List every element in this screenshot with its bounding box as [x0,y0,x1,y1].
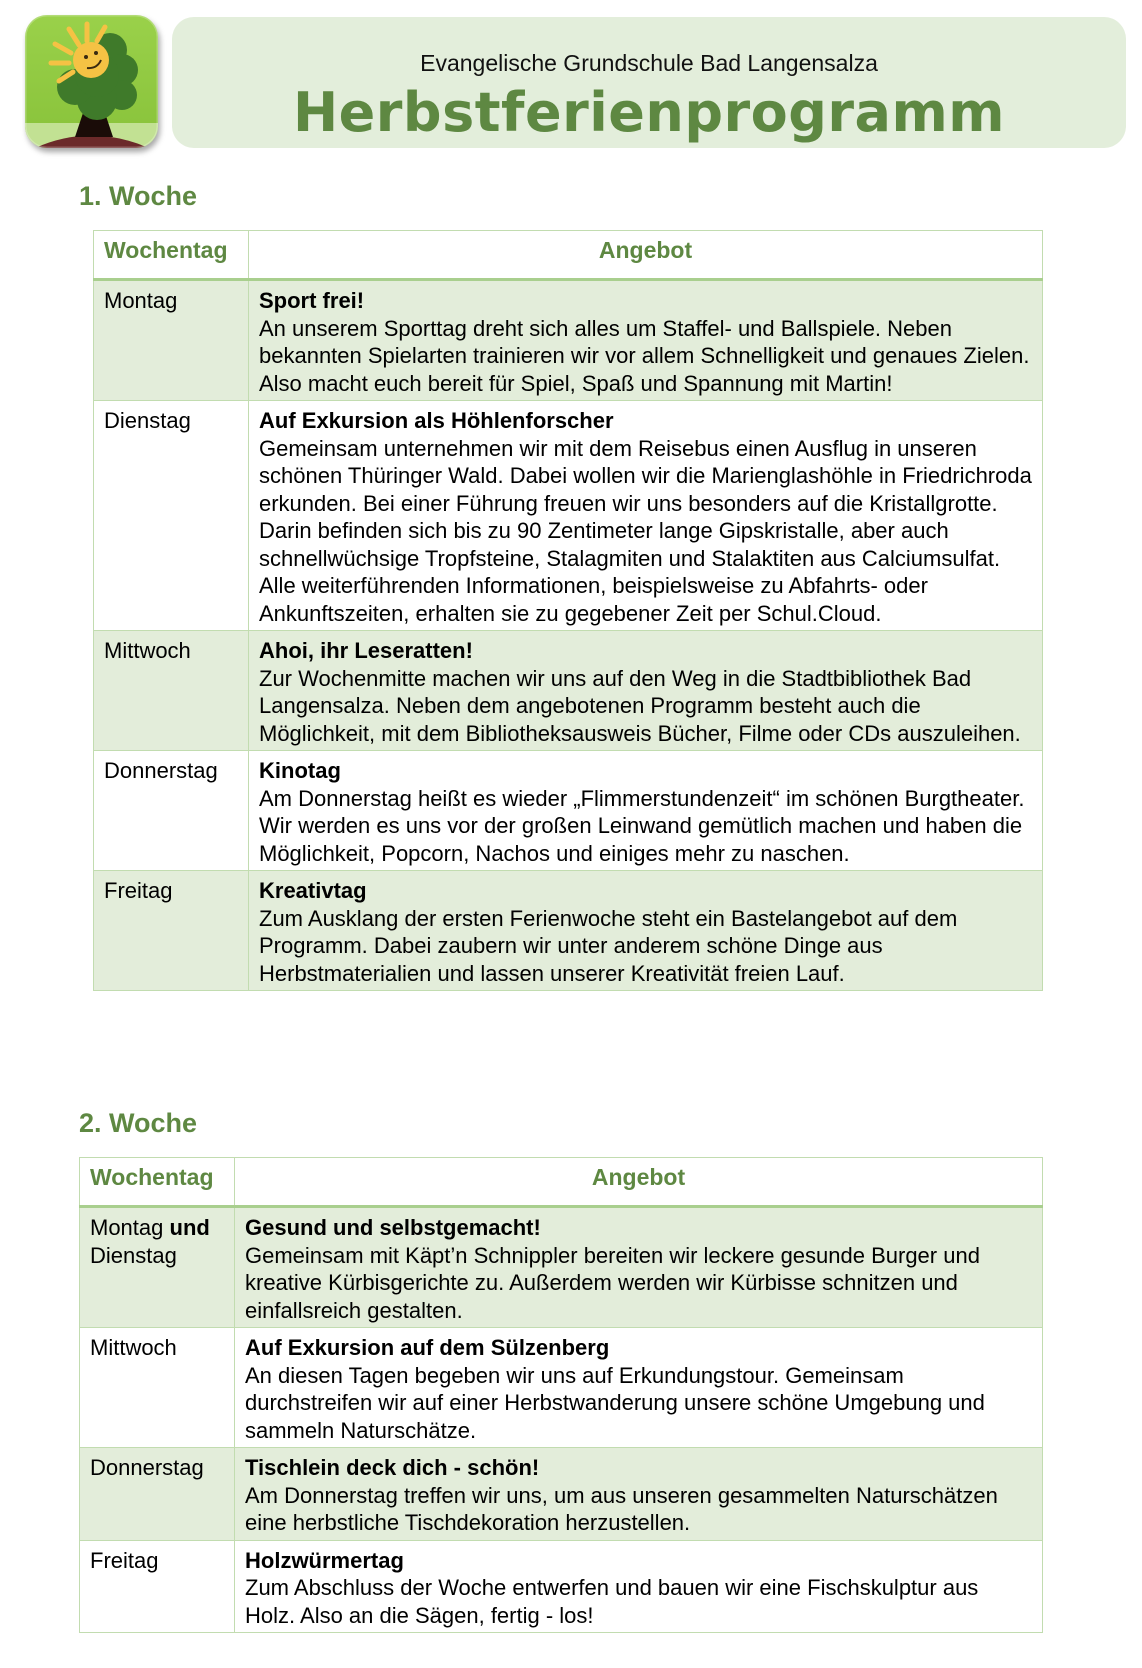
offer-description: Am Donnerstag treffen wir uns, um aus unseren gesammelten Naturschätzen eine herbstliche Tischdekoration herzustellen. [245,1482,998,1535]
week-2-table [79,1157,1043,1633]
table-row [80,1448,1043,1541]
offer-title: Auf Exkursion als Höhlenforscher [259,408,614,433]
table-header-row [94,231,1043,280]
weekday-cell [94,871,249,991]
table-row [94,631,1043,751]
weekday-label: Freitag [104,878,173,903]
offer-title: Kinotag [259,758,341,783]
week-1-table [93,230,1043,991]
table-row [94,871,1043,991]
table-row [94,280,1043,401]
weekday-label: Freitag [90,1547,159,1573]
offer-title: Auf Exkursion auf dem Sülzenberg [245,1335,610,1360]
offer-cell [235,1448,1043,1541]
offer-cell [235,1207,1043,1328]
offer-description: An unserem Sporttag dreht sich alles um Staffel- und Ballspiele. Neben bekannten Spielarten trainieren wir vor allem Schnelligkeit und genaues Zielen. Also macht euch bereit für Spiel, Spaß und Spannung mit Martin! [259,315,1030,396]
column-header-wochentag: Wochentag [94,231,249,280]
offer-title: Ahoi, ihr Leseratten! [259,638,473,663]
weekday-cell [80,1207,235,1328]
table-row [80,1207,1043,1328]
offer-title: Gesund und selbstgemacht! [245,1215,541,1240]
offer-description: An diesen Tagen begeben wir uns auf Erkundungstour. Gemeinsam durchstreifen wir auf einer Herbstwanderung unsere schöne Umgebung und sammeln Naturschätze. [245,1362,985,1443]
weekday-label: Mittwoch [90,1335,177,1360]
offer-title: Tischlein deck dich - schön! [245,1455,540,1480]
weekday-cell [80,1540,235,1633]
week-2-heading: 2. Woche [79,1108,198,1138]
offer-cell [249,401,1043,631]
offer-cell [235,1328,1043,1448]
table-row [94,401,1043,631]
offer-cell [249,751,1043,871]
table-row [80,1328,1043,1448]
weekday-cell [94,631,249,751]
weekday-cell [80,1328,235,1448]
weekday-label: Mittwoch [104,638,191,663]
weekday-label: Montag [104,288,178,313]
weekday-label: Montag [90,1215,164,1240]
weekday-cell [94,401,249,631]
page-title: Herbstferienprogramm [292,81,1006,144]
weekday-connector: und [169,1215,210,1240]
offer-description: Zum Ausklang der ersten Ferienwoche steht ein Bastelangebot auf dem Programm. Dabei zaubern wir unter anderem schöne Dinge aus Herbstmaterialien und lassen unserer Kreativität freien Lauf. [259,905,958,986]
weekday-label-second: Dienstag [90,1242,177,1268]
offer-cell [249,871,1043,991]
table-header-row [80,1158,1043,1207]
weekday-cell [94,280,249,401]
weekday-label: Donnerstag [90,1455,204,1480]
column-header-angebot: Angebot [235,1158,1043,1207]
weekday-label: Donnerstag [104,758,218,783]
offer-description: Gemeinsam mit Käpt’n Schnippler bereiten wir leckere gesunde Burger und kreative Kürbisgerichte zu. Außerdem werden wir Kürbisse schnitzen und einfallsreich gestalten. [245,1242,980,1323]
weekday-cell [94,751,249,871]
offer-description: Zur Wochenmitte machen wir uns auf den Weg in die Stadtbibliothek Bad Langensalza. Neben dem angebotenen Programm besteht auch die Möglichkeit, mit dem Bibliotheksausweis Bücher, Filme oder CDs auszuleihen. [259,665,1021,746]
offer-title: Sport frei! [259,288,365,313]
weekday-label: Dienstag [104,408,191,433]
school-logo [25,15,158,148]
offer-cell [249,631,1043,751]
tree-with-sun-icon [25,15,158,148]
offer-description: Zum Abschluss der Woche entwerfen und bauen wir eine Fischskulptur aus Holz. Also an die Sägen, fertig - los! [245,1575,979,1628]
offer-cell [249,280,1043,401]
week-1-heading: 1. Woche [79,181,198,211]
weekday-cell [80,1448,235,1541]
offer-description: Am Donnerstag heißt es wieder „Flimmerstundenzeit“ im schönen Burgtheater. Wir werden es uns vor der großen Leinwand gemütlich machen und haben die Möglichkeit, Popcorn, Nachos und einiges mehr zu naschen. [259,785,1025,866]
offer-title: Kreativtag [259,878,367,903]
table-row [94,751,1043,871]
offer-description: Gemeinsam unternehmen wir mit dem Reisebus einen Ausflug in unseren schönen Thüringer Wald. Dabei wollen wir die Marienglashöhle in Friedrichroda erkunden. Bei einer Führung freuen wir uns besonders auf die Kristallgrotte. Darin befinden sich bis zu 90 Zentimeter lange Gipskristalle, aber auch schnellwüchsige Tropfsteine, Stalagmiten und Stalaktiten aus Calciumsulfat. Alle weiterführenden Informationen, beispielsweise zu Abfahrts- oder Ankunftszeiten, erhalten sie zu gegebener Zeit per Schul.Cloud. [259,435,1032,626]
table-row [80,1540,1043,1633]
offer-cell [235,1540,1043,1633]
header-banner [172,17,1126,148]
offer-title: Holzwürmertag [245,1547,404,1573]
column-header-wochentag: Wochentag [80,1158,235,1207]
school-name: Evangelische Grundschule Bad Langensalza [420,50,878,76]
column-header-angebot: Angebot [249,231,1043,280]
